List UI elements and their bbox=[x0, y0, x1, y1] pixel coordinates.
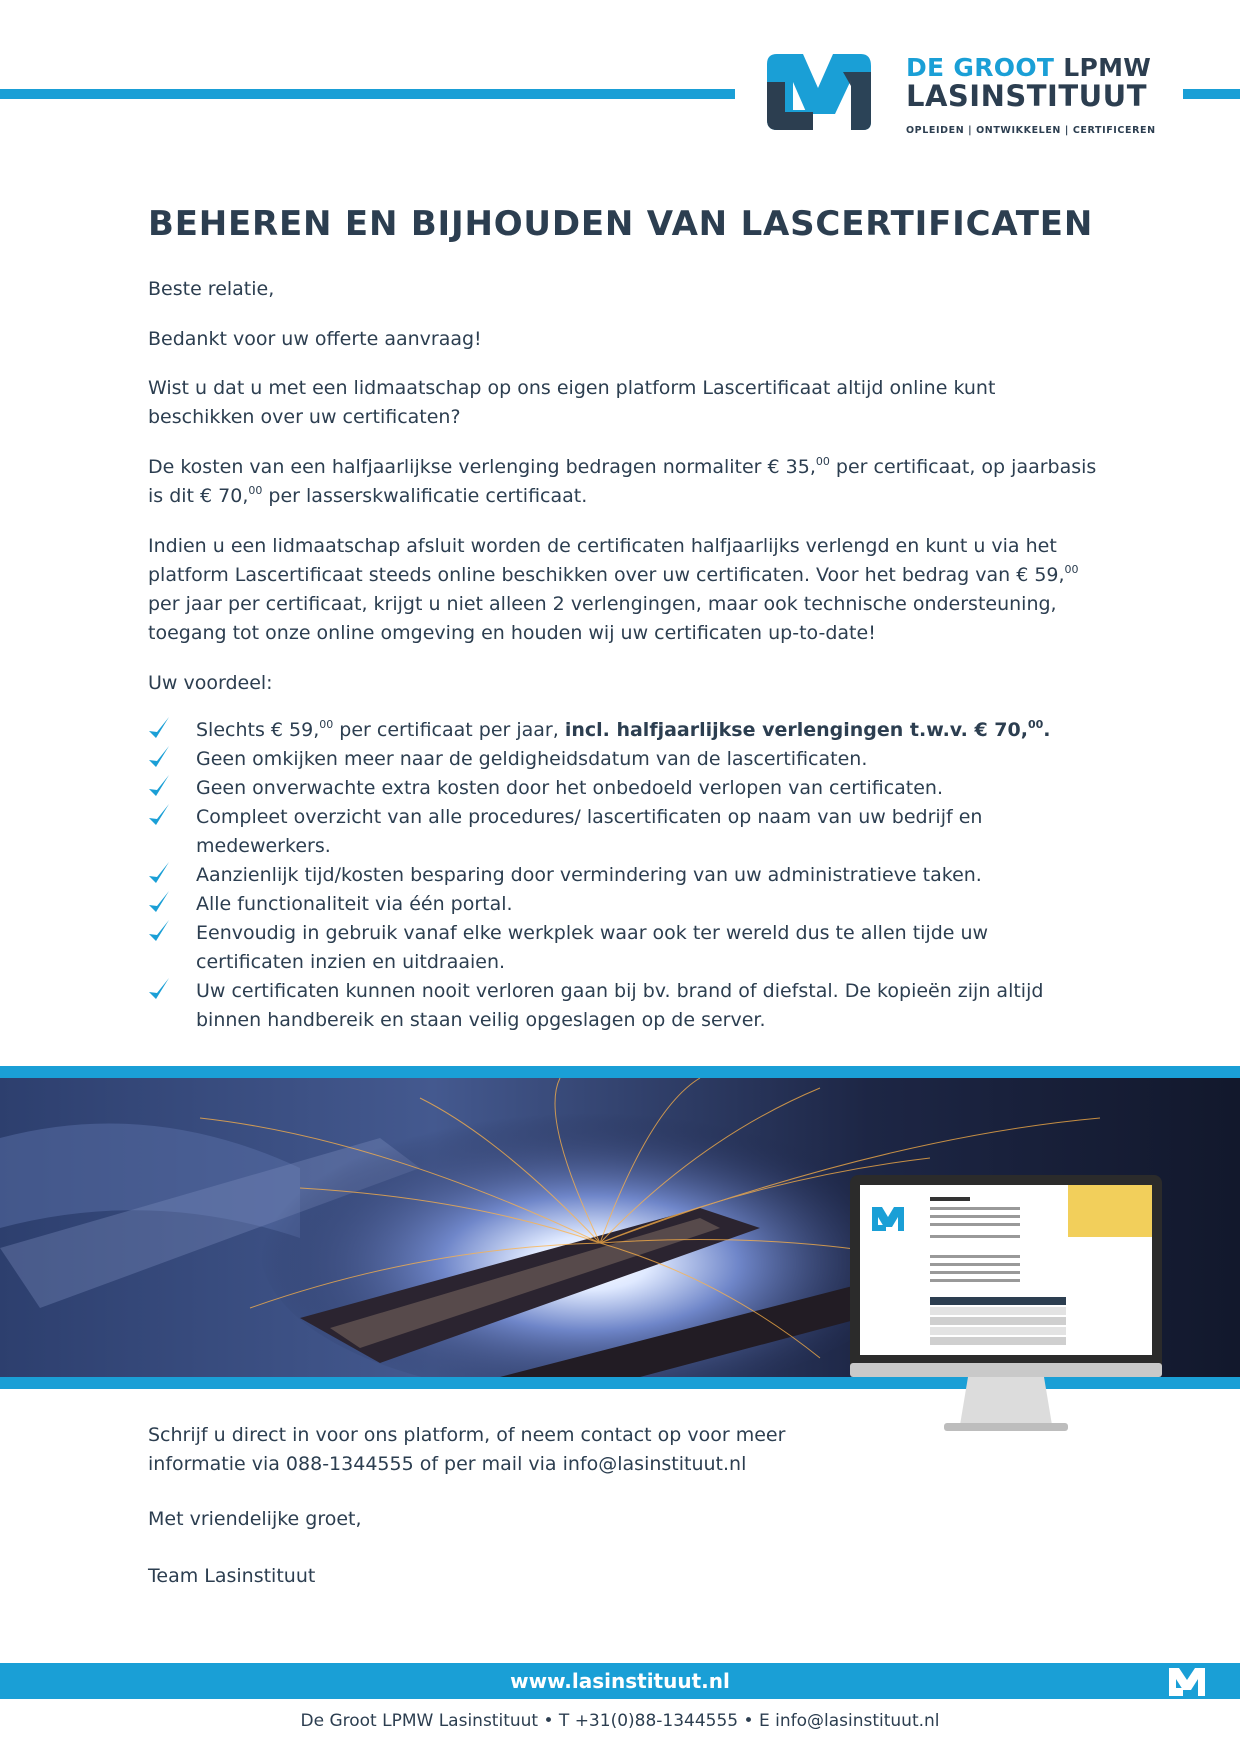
brand-name-dark: LPMW bbox=[1063, 53, 1152, 82]
checkmark-icon bbox=[148, 890, 170, 916]
benefit-text: Uw certificaten kunnen nooit verloren gaan bij bv. brand of diefstal. De kopieën zijn altijd binnen handbereik en staan veilig opgeslagen op de server. bbox=[196, 980, 1044, 1031]
cta-paragraph: Schrijf u direct in voor ons platform, of neem contact op voor meer informatie via 088-1344555 of per mail via info@lasinstituut.nl bbox=[148, 1424, 786, 1475]
brand-logo-icon bbox=[763, 52, 873, 132]
checkmark-icon bbox=[148, 977, 170, 1003]
monitor-screenshot-illustration bbox=[848, 1175, 1164, 1435]
checkmark-icon bbox=[148, 919, 170, 945]
benefit-text-bold: incl. halfjaarlijkse verlengingen t.w.v. € 70, bbox=[564, 719, 1028, 741]
header-rule-right bbox=[1183, 89, 1240, 99]
membership-text-2: per jaar per certificaat, krijgt u niet alleen 2 verlengingen, maar ook technische ondersteuning, toegang tot onze online omgeving en houden wij uw certificaten up-to-date! bbox=[148, 593, 1057, 644]
benefit-item bbox=[148, 890, 1098, 919]
benefit-sup-1: 00 bbox=[319, 718, 334, 731]
benefit-text-pre: Slechts € 59, bbox=[196, 719, 320, 741]
benefit-text: Compleet overzicht van alle procedures/ lascertificaten op naam van uw bedrijf en medewerkers. bbox=[196, 806, 983, 857]
costs-text-2: per certificaat, op jaarbasis is dit € 70, bbox=[148, 456, 1097, 507]
brand-name-blue: DE GROOT bbox=[906, 53, 1055, 82]
benefit-text: Alle functionaliteit via één portal. bbox=[196, 893, 513, 915]
benefit-item bbox=[148, 919, 1098, 977]
costs-text-3: per lasserskwalificatie certificaat. bbox=[262, 485, 588, 507]
thanks-line: Bedankt voor uw offerte aanvraag! bbox=[148, 328, 482, 350]
signature: Team Lasinstituut bbox=[148, 1565, 316, 1587]
brand-name-line1 bbox=[906, 54, 1156, 81]
benefit-item bbox=[148, 716, 1098, 745]
benefit-text: Eenvoudig in gebruik vanaf elke werkplek waar ook ter wereld dus te allen tijde uw certificaten inzien en uitdraaien. bbox=[196, 922, 989, 973]
benefit-text-mid: per certificaat per jaar, bbox=[333, 719, 565, 741]
footer-website-link[interactable]: www.lasinstituut.nl bbox=[510, 1669, 730, 1693]
brand-tagline: OPLEIDEN | ONTWIKKELEN | CERTIFICEREN bbox=[906, 125, 1156, 136]
benefit-text: Aanzienlijk tijd/kosten besparing door vermindering van uw administratieve taken. bbox=[196, 864, 982, 886]
costs-text-1: De kosten van een halfjaarlijkse verlenging bedragen normaliter € 35, bbox=[148, 456, 816, 478]
benefit-item bbox=[148, 977, 1098, 1035]
benefit-item bbox=[148, 745, 1098, 774]
brand-name-line2: LASINSTITUUT bbox=[906, 79, 1147, 113]
benefit-text: Geen onverwachte extra kosten door het onbedoeld verlopen van certificaten. bbox=[196, 777, 944, 799]
benefit-item bbox=[148, 774, 1098, 803]
salutation: Beste relatie, bbox=[148, 278, 275, 300]
checkmark-icon bbox=[148, 716, 170, 742]
benefit-item bbox=[148, 803, 1098, 861]
checkmark-icon bbox=[148, 803, 170, 829]
footer-logo-icon bbox=[1165, 1666, 1209, 1698]
photo-band-top-rule bbox=[0, 1066, 1240, 1078]
benefits-heading: Uw voordeel: bbox=[148, 672, 273, 694]
intro-paragraph: Wist u dat u met een lidmaatschap op ons eigen platform Lascertificaat altijd online kunt beschikken over uw certificaten? bbox=[148, 377, 996, 428]
footer-contact-line: De Groot LPMW Lasinstituut • T +31(0)88-1344555 • E info@lasinstituut.nl bbox=[300, 1711, 940, 1731]
checkmark-icon bbox=[148, 774, 170, 800]
checkmark-icon bbox=[148, 861, 170, 887]
costs-sup-2: 00 bbox=[248, 484, 263, 497]
benefit-text-end: . bbox=[1043, 719, 1051, 741]
costs-sup-1: 00 bbox=[815, 455, 830, 468]
benefit-sup-2: 00 bbox=[1027, 718, 1044, 731]
membership-sup: 00 bbox=[1064, 563, 1079, 576]
page-title: BEHEREN EN BIJHOUDEN VAN LASCERTIFICATEN bbox=[148, 204, 1094, 244]
checkmark-icon bbox=[148, 745, 170, 771]
costs-paragraph bbox=[148, 453, 1098, 511]
header-rule-left bbox=[0, 89, 735, 99]
membership-text-1: Indien u een lidmaatschap afsluit worden de certificaten halfjaarlijks verlengd en kunt u via het platform Lascertificaat steeds online beschikken over uw certificaten. Voor het bedrag van € 59, bbox=[148, 535, 1065, 586]
closing-line: Met vriendelijke groet, bbox=[148, 1508, 362, 1530]
brand-block bbox=[906, 54, 1156, 136]
benefit-item bbox=[148, 861, 1098, 890]
benefit-text: Geen omkijken meer naar de geldigheidsdatum van de lascertificaten. bbox=[196, 748, 868, 770]
benefits-list bbox=[148, 716, 1098, 1035]
membership-paragraph bbox=[148, 532, 1098, 648]
